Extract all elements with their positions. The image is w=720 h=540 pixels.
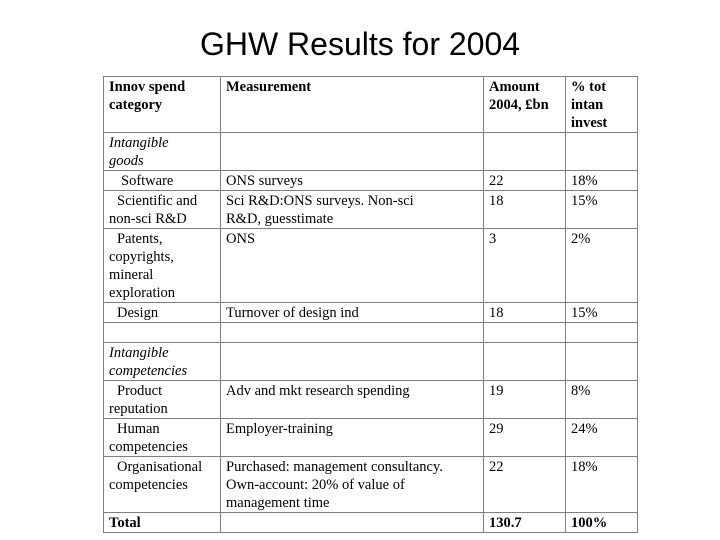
header-row (104, 77, 638, 133)
amount-cell (484, 303, 566, 323)
amount-cell (484, 229, 566, 303)
total-amount: 130.7 (489, 515, 522, 531)
category-text: Design (117, 305, 159, 321)
measurement-text: Adv and mkt research spending (226, 383, 410, 399)
measurement-text: ONS (226, 231, 256, 247)
header-pct-line3: invest (571, 115, 608, 131)
pct-cell (566, 229, 638, 303)
table-row-software (104, 171, 638, 191)
measurement-text-line3: management time (226, 495, 330, 511)
amount-text: 19 (489, 383, 504, 399)
header-category-line2: category (109, 97, 163, 113)
empty-cell (484, 133, 566, 171)
category-cell (104, 191, 221, 229)
category-text-line2: non-sci R&D (109, 211, 187, 227)
measurement-text: Turnover of design ind (226, 305, 359, 321)
section-row-goods (104, 133, 638, 171)
pct-cell (566, 171, 638, 191)
header-category (104, 77, 221, 133)
table-row-total (104, 513, 638, 533)
measurement-cell (221, 457, 484, 513)
total-pct: 100% (571, 515, 608, 531)
pct-text: 2% (571, 231, 591, 247)
amount-text: 22 (489, 173, 504, 189)
measurement-cell (221, 419, 484, 457)
empty-cell (221, 513, 484, 533)
empty-cell (221, 343, 484, 381)
category-text-line2: competencies (109, 477, 188, 493)
measurement-cell (221, 303, 484, 323)
amount-text: 22 (489, 459, 504, 475)
measurement-text: Employer-training (226, 421, 333, 437)
header-pct (566, 77, 638, 133)
pct-text: 24% (571, 421, 598, 437)
empty-cell (484, 323, 566, 343)
category-text-line1: Organisational (117, 459, 203, 475)
measurement-cell (221, 171, 484, 191)
category-text: Software (121, 173, 174, 189)
table-row-patents (104, 229, 638, 303)
category-text-line1: Product (117, 383, 163, 399)
measurement-cell (221, 229, 484, 303)
header-measurement (221, 77, 484, 133)
total-label-cell (104, 513, 221, 533)
category-cell (104, 229, 221, 303)
amount-text: 18 (489, 193, 504, 209)
category-text-line2: competencies (109, 439, 188, 455)
amount-text: 18 (489, 305, 504, 321)
total-pct-cell (566, 513, 638, 533)
empty-cell (484, 343, 566, 381)
results-table (103, 76, 638, 533)
table-row-design (104, 303, 638, 323)
amount-cell (484, 457, 566, 513)
measurement-text-line1: Purchased: management consultancy. (226, 459, 443, 475)
pct-cell (566, 303, 638, 323)
section-row-competencies (104, 343, 638, 381)
amount-cell (484, 191, 566, 229)
measurement-text: ONS surveys (226, 173, 303, 189)
pct-text: 15% (571, 193, 598, 209)
category-text-line1: Scientific and (117, 193, 198, 209)
measurement-text-line2: Own-account: 20% of value of (226, 477, 405, 493)
category-cell (104, 303, 221, 323)
category-cell (104, 381, 221, 419)
category-cell (104, 457, 221, 513)
pct-cell (566, 191, 638, 229)
pct-text: 8% (571, 383, 591, 399)
empty-cell (104, 323, 221, 343)
table-row-product (104, 381, 638, 419)
section-label-goods (104, 133, 221, 171)
measurement-text-line1: Sci R&D:ONS surveys. Non-sci (226, 193, 414, 209)
section-goods-line1: Intangible (109, 135, 169, 151)
section-competencies-line1: Intangible (109, 345, 169, 361)
amount-cell (484, 171, 566, 191)
category-cell (104, 171, 221, 191)
header-category-line1: Innov spend (109, 79, 186, 95)
category-text-line1: Human (117, 421, 160, 437)
header-pct-line2: intan (571, 97, 604, 113)
measurement-text-line2: R&D, guesstimate (226, 211, 334, 227)
category-cell (104, 419, 221, 457)
pct-text: 18% (571, 459, 598, 475)
pct-cell (566, 457, 638, 513)
section-goods-line2: goods (109, 153, 144, 169)
empty-cell (221, 133, 484, 171)
pct-cell (566, 419, 638, 457)
total-amount-cell (484, 513, 566, 533)
empty-cell (566, 323, 638, 343)
total-label: Total (109, 515, 141, 531)
slide-title: GHW Results for 2004 (199, 26, 521, 62)
category-text-line3: mineral (109, 267, 154, 283)
amount-text: 29 (489, 421, 504, 437)
header-pct-line1: % tot (571, 79, 607, 95)
category-text-line2: copyrights, (109, 249, 174, 265)
header-measurement-text: Measurement (226, 79, 312, 95)
amount-cell (484, 419, 566, 457)
pct-cell (566, 381, 638, 419)
empty-cell (221, 323, 484, 343)
amount-cell (484, 381, 566, 419)
empty-cell (566, 343, 638, 381)
section-competencies-line2: competencies (109, 363, 188, 379)
amount-text: 3 (489, 231, 497, 247)
pct-text: 18% (571, 173, 598, 189)
pct-text: 15% (571, 305, 598, 321)
measurement-cell (221, 381, 484, 419)
table-row-organisational (104, 457, 638, 513)
spacer-row (104, 323, 638, 343)
table-row-human (104, 419, 638, 457)
category-text-line4: exploration (109, 285, 176, 301)
category-text-line2: reputation (109, 401, 168, 417)
category-text-line1: Patents, (117, 231, 163, 247)
empty-cell (566, 133, 638, 171)
section-label-competencies (104, 343, 221, 381)
measurement-cell (221, 191, 484, 229)
header-amount-line1: Amount (489, 79, 540, 95)
header-amount-line2: 2004, £bn (489, 97, 549, 113)
table-row-scientific (104, 191, 638, 229)
header-amount (484, 77, 566, 133)
